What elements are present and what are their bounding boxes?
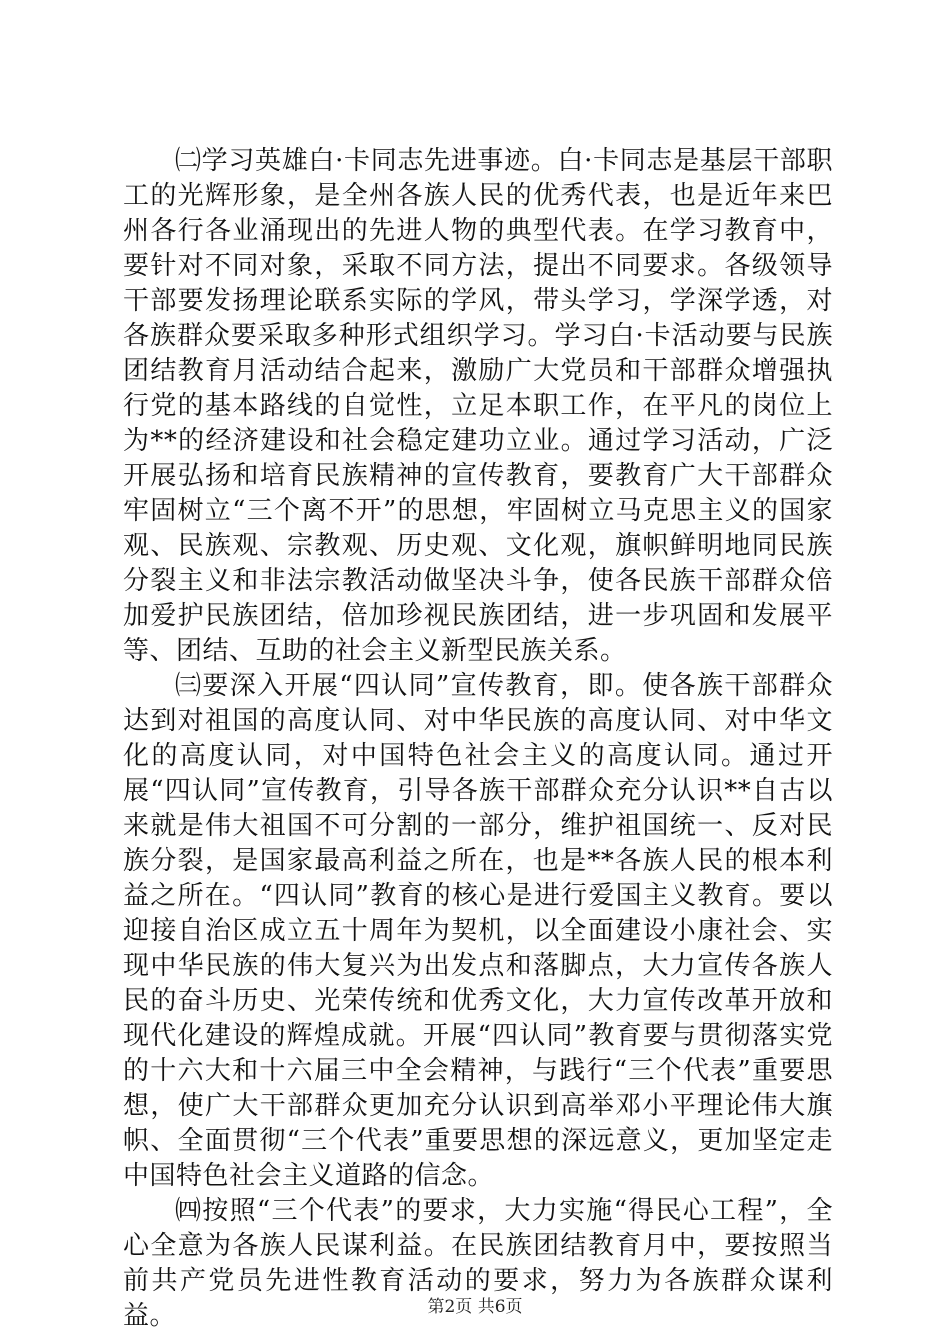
document-body bbox=[123, 144, 833, 1334]
paragraph-learn-hero: ㈡学习英雄白·卡同志先进事迹。白·卡同志是基层干部职工的光辉形象，是全州各族人民的优秀代表，也是近年来巴州各行各业涌现出的先进人物的典型代表。在学习教育中，要针对不同对象，采取不同方法，提出不同要求。各级领导干部要发扬理论联系实际的学风，带头学习，学深学透，对各族群众要采取多种形式组织学习。学习白·卡活动要与民族团结教育月活动结合起来，激励广大党员和干部群众增强执行党的基本路线的自觉性，立足本职工作，在平凡的岗位上为**的经济建设和社会稳定建功立业。通过学习活动，广泛开展弘扬和培育民族精神的宣传教育，要教育广大干部群众牢固树立“三个离不开”的思想，牢固树立马克思主义的国家观、民族观、宗教观、历史观、文化观，旗帜鲜明地同民族分裂主义和非法宗教活动做坚决斗争，使各民族干部群众倍加爱护民族团结，倍加珍视民族团结，进一步巩固和发展平等、团结、互助的社会主义新型民族关系。 bbox=[123, 146, 833, 666]
paragraph-three-represents: ㈣按照“三个代表”的要求，大力实施“得民心工程”，全心全意为各族人民谋利益。在民族团结教育月中，要按照当前共产党员先进性教育活动的要求，努力为各族群众谋利益。 bbox=[123, 1196, 833, 1331]
page-number-footer: 第2页 共6页 bbox=[427, 1297, 523, 1317]
paragraph-four-identities: ㈢要深入开展“四认同”宣传教育，即。使各族干部群众达到对祖国的高度认同、对中华民族的高度认同、对中华文化的高度认同，对中国特色社会主义的高度认同。通过开展“四认同”宣传教育，引导各族干部群众充分认识**自古以来就是伟大祖国不可分割的一部分，维护祖国统一、反对民族分裂，是国家最高利益之所在，也是**各族人民的根本利益之所在。“四认同”教育的核心是进行爱国主义教育。要以迎接自治区成立五十周年为契机，以全面建设小康社会、实现中华民族的伟大复兴为出发点和落脚点，大力宣传各族人民的奋斗历史、光荣传统和优秀文化，大力宣传改革开放和现代化建设的辉煌成就。开展“四认同”教育要与贯彻落实党的十六大和十六届三中全会精神，与践行“三个代表”重要思想，使广大干部群众更加充分认识到高举邓小平理论伟大旗帜、全面贯彻“三个代表”重要思想的深远意义，更加坚定走中国特色社会主义道路的信念。 bbox=[123, 671, 833, 1191]
